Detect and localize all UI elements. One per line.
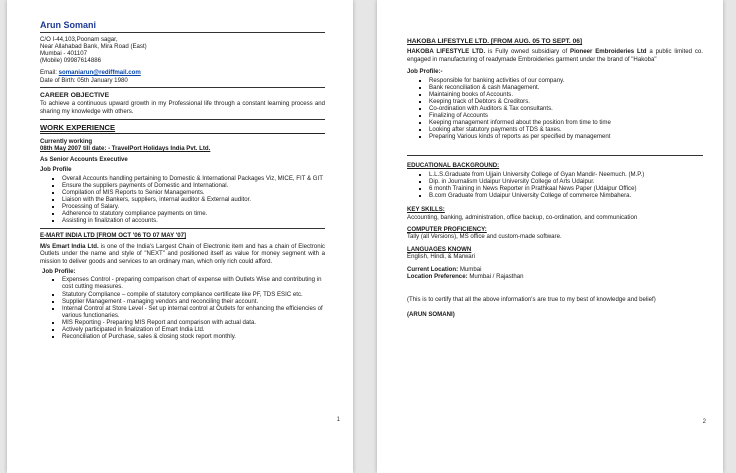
key-skills-heading: KEY SKILLS: bbox=[407, 206, 445, 214]
declaration-text: (This is to certify that all the above information's are true to my best of knowledge and belief) bbox=[407, 295, 656, 303]
current-location-label: Current Location: bbox=[407, 265, 459, 273]
page-1-content bbox=[40, 20, 325, 342]
list-item: ▪ Keeping track of Debtors & Creditors. bbox=[429, 98, 703, 105]
list-item: ▪ Assisting in finalization of accounts. bbox=[62, 217, 325, 224]
hakoba-company-name: HAKOBA LIFESTYLE LTD. bbox=[407, 48, 486, 56]
hakoba-profile-list bbox=[407, 77, 703, 141]
list-item: ▪ Responsible for banking activities of our company. bbox=[429, 77, 703, 84]
education-list bbox=[407, 171, 703, 199]
page-number: 2 bbox=[702, 419, 706, 425]
signature-name: (ARUN SOMANI) bbox=[407, 310, 455, 318]
date-of-birth: Date of Birth: 05th January 1980 bbox=[40, 76, 128, 84]
currently-working-label: Currently working bbox=[40, 138, 93, 145]
education-heading: EDUCATIONAL BACKGROUND: bbox=[407, 162, 500, 170]
list-item: ▪ B.com Graduate from Udaipur University College of commerce Nimbahera. bbox=[429, 192, 703, 199]
hakoba-parent-company: Pioneer Embroideries Ltd bbox=[570, 48, 647, 56]
work-divider bbox=[40, 133, 325, 134]
list-item: ▪ Adherence to statutory compliance payments on time. bbox=[62, 210, 325, 217]
address-line: C/O I-44,103,Poonam sagar, bbox=[40, 36, 118, 43]
career-objective-heading: CAREER OBJECTIVE bbox=[40, 92, 110, 100]
candidate-name: Arun Somani bbox=[40, 20, 97, 30]
list-item: ▪ Compilation of MIS Reports to Senior Managements. bbox=[62, 189, 325, 196]
section-divider bbox=[40, 228, 325, 229]
location-preference bbox=[407, 273, 703, 280]
list-item: ▪ Actively participated in finalization of Emart India Ltd. bbox=[62, 326, 325, 333]
hakoba-description bbox=[407, 48, 703, 63]
list-item: ▪ 6 month Training in News Reporter in Prathkaal News Paper (Udaipur Office) bbox=[429, 185, 703, 192]
address-line: Mumbai - 401107 bbox=[40, 50, 87, 58]
computer-proficiency-text: Tally (all Versions), MS office and custom-made software. bbox=[407, 233, 562, 241]
list-item: ▪ Dip. in Journalism Udaipur University College of Arts Udaipur. bbox=[429, 178, 703, 185]
list-item: ▪ Keeping management informed about the position from time to time bbox=[429, 119, 703, 126]
list-item: ▪ Co-ordination with Auditors & Tax consultants. bbox=[429, 105, 703, 112]
current-job-title: 08th May 2007 till date: - TravelPort Holidays India Pvt. Ltd. bbox=[40, 145, 211, 153]
location-preference-value: Mumbai / Rajasthan bbox=[467, 273, 524, 281]
list-item: ▪ Supplier Management - managing vendors and reconciling their account. bbox=[62, 298, 325, 305]
list-item: ▪ Liaison with the Bankers, suppliers, internal auditor & External auditor. bbox=[62, 196, 325, 203]
list-item: ▪ Bank reconciliation & cash Management. bbox=[429, 84, 703, 91]
page-number: 1 bbox=[336, 417, 340, 423]
list-item: ▪ Internal Control at Store Level - Set up internal control at Outlets for enhancing the efficiencies of various functionaries. bbox=[62, 305, 325, 319]
list-item: ▪ Preparing Various kinds of reports as per specified by management bbox=[429, 133, 703, 140]
job-profile-label: Job Profile bbox=[40, 166, 72, 174]
current-profile-list bbox=[40, 175, 325, 225]
emart-description-text: is one of the India's Largest Chain of Electronic item and has a chain of Electronic Outlets under the name and style of "NEXT" and positioned itself as value for money segment with a mission to deliver goods and services to an ordinary man, which only rich could afford. bbox=[40, 242, 325, 265]
address-line: (Mobile) 09987614886 bbox=[40, 57, 101, 65]
hakoba-description-rest: a public limited co. engaged in manufacturing of readymade Embroideries garment under the brand of "Hakoba" bbox=[407, 48, 703, 63]
current-location bbox=[407, 266, 703, 273]
emart-profile-list bbox=[40, 276, 325, 340]
email-row bbox=[40, 69, 325, 76]
email-link[interactable]: somaniarun@rediffmail.com bbox=[58, 69, 141, 77]
emart-heading: E-MART INDIA LTD [FROM OCT '06 TO 07 MAY '07] bbox=[40, 232, 187, 240]
section-divider bbox=[40, 87, 325, 88]
languages-heading: LANGUAGES KNOWN bbox=[407, 245, 472, 253]
list-item: ▪ Finalizing of Accounts bbox=[429, 112, 703, 119]
current-location-value: Mumbai bbox=[458, 265, 482, 273]
career-objective-text: To achieve a continuous upward growth in my Professional life through a constant learning process and sharing my knowledge with others. bbox=[40, 100, 325, 115]
resume-page-2 bbox=[377, 0, 723, 473]
section-divider bbox=[40, 119, 325, 120]
hakoba-heading: HAKOBA LIFESTYLE LTD. [FROM AUG. 05 TO SEPT. 06] bbox=[407, 38, 583, 45]
list-item: ▪ Processing of Salary. bbox=[62, 203, 325, 210]
page-2-content bbox=[407, 38, 703, 318]
name-divider bbox=[40, 32, 325, 33]
list-item: ▪ Maintaining books of Accounts. bbox=[429, 91, 703, 98]
emart-job-profile-label: Job Profile: bbox=[42, 267, 76, 275]
languages-text: English, Hindi, & Marwari bbox=[407, 253, 476, 261]
list-item: ▪ Reconciliation of Purchase, sales & closing stock report monthly. bbox=[62, 333, 325, 340]
computer-proficiency-heading: COMPUTER PROFICIENCY: bbox=[407, 226, 487, 234]
list-item: ▪ Statutory Compliance – compile of statutory compliance certificate like PF, TDS ESIC etc. bbox=[62, 291, 325, 298]
emart-company-name: M/s Emart India Ltd. bbox=[40, 242, 99, 250]
current-role: As Senior Accounts Executive bbox=[40, 155, 128, 163]
list-item: ▪ Ensure the suppliers payments of Domestic and International. bbox=[62, 182, 325, 189]
list-item: ▪ Expenses Control - preparing comparison chart of expense with Outlets Wise and contributing in cost cutting measures. bbox=[62, 276, 325, 290]
hakoba-job-profile-label: Job Profile:- bbox=[407, 68, 443, 76]
resume-page-1 bbox=[7, 0, 353, 473]
key-skills-text: Accounting, banking, administration, office backup, co-ordination, and communication bbox=[407, 213, 638, 221]
section-divider bbox=[407, 155, 703, 156]
list-item: ▪ MIS Reporting - Preparing MIS Report and comparison with actual data. bbox=[62, 319, 325, 326]
email-label: Email: bbox=[40, 69, 57, 77]
location-preference-label: Location Preference: bbox=[407, 273, 468, 281]
emart-description bbox=[40, 243, 325, 265]
contact-address bbox=[40, 36, 325, 64]
list-item: ▪ Looking after statutory payments of TDS & taxes. bbox=[429, 126, 703, 133]
address-line: Near Allahabad Bank, Mira Road (East) bbox=[40, 43, 147, 51]
work-experience-heading: WORK EXPERIENCE bbox=[40, 123, 116, 132]
list-item: ▪ L.L.S.Graduate from Ujjain University College of Gyan Mandir- Neemuch. (M.P.) bbox=[429, 171, 703, 178]
hakoba-description-text: is Fully owned subsidiary of bbox=[485, 48, 571, 56]
list-item: ▪ Overall Accounts handling pertaining to Domestic & International Packages Viz, MICE, FIT & GIT bbox=[62, 175, 325, 182]
